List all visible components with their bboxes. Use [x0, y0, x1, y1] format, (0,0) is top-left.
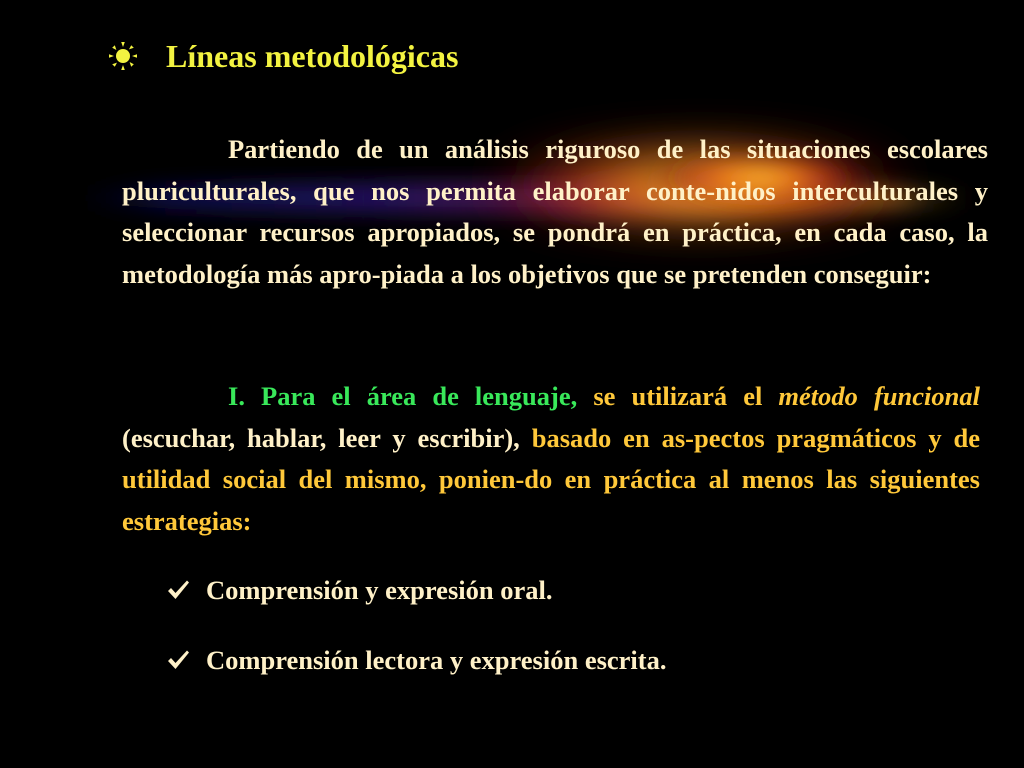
check-icon: [166, 578, 190, 602]
language-section-paragraph: [122, 376, 980, 542]
activities-text: (escuchar, hablar, leer y escribir),: [122, 422, 520, 453]
strategy-item: [166, 640, 667, 680]
title-row: [108, 34, 458, 78]
strategy-label: Comprensión y expresión oral.: [206, 574, 553, 605]
intro-paragraph: Partiendo de un análisis riguroso de las situaciones escolares pluriculturales, que nos permita elaborar conte-nidos interculturales y seleccionar recursos apropiados, se pondrá en práctica, en cada caso, la metodología más apro-piada a los objetivos que se pretenden conseguir:: [122, 134, 988, 289]
strategy-label: Comprensión lectora y expresión escrita.: [206, 644, 667, 675]
strategy-item: [166, 570, 552, 610]
section-description: basado en as-pectos pragmáticos y de utilidad social del mismo, ponien-do en práctica al menos las siguientes estrategias:: [122, 422, 980, 536]
slide-title: Líneas metodológicas: [166, 38, 459, 74]
section-heading: I. Para el área de lenguaje,: [228, 381, 578, 411]
check-icon: [166, 648, 190, 672]
section-lead-text: se utilizará el: [577, 381, 779, 411]
sun-icon: [108, 41, 138, 71]
method-name: método funcional: [778, 381, 981, 411]
